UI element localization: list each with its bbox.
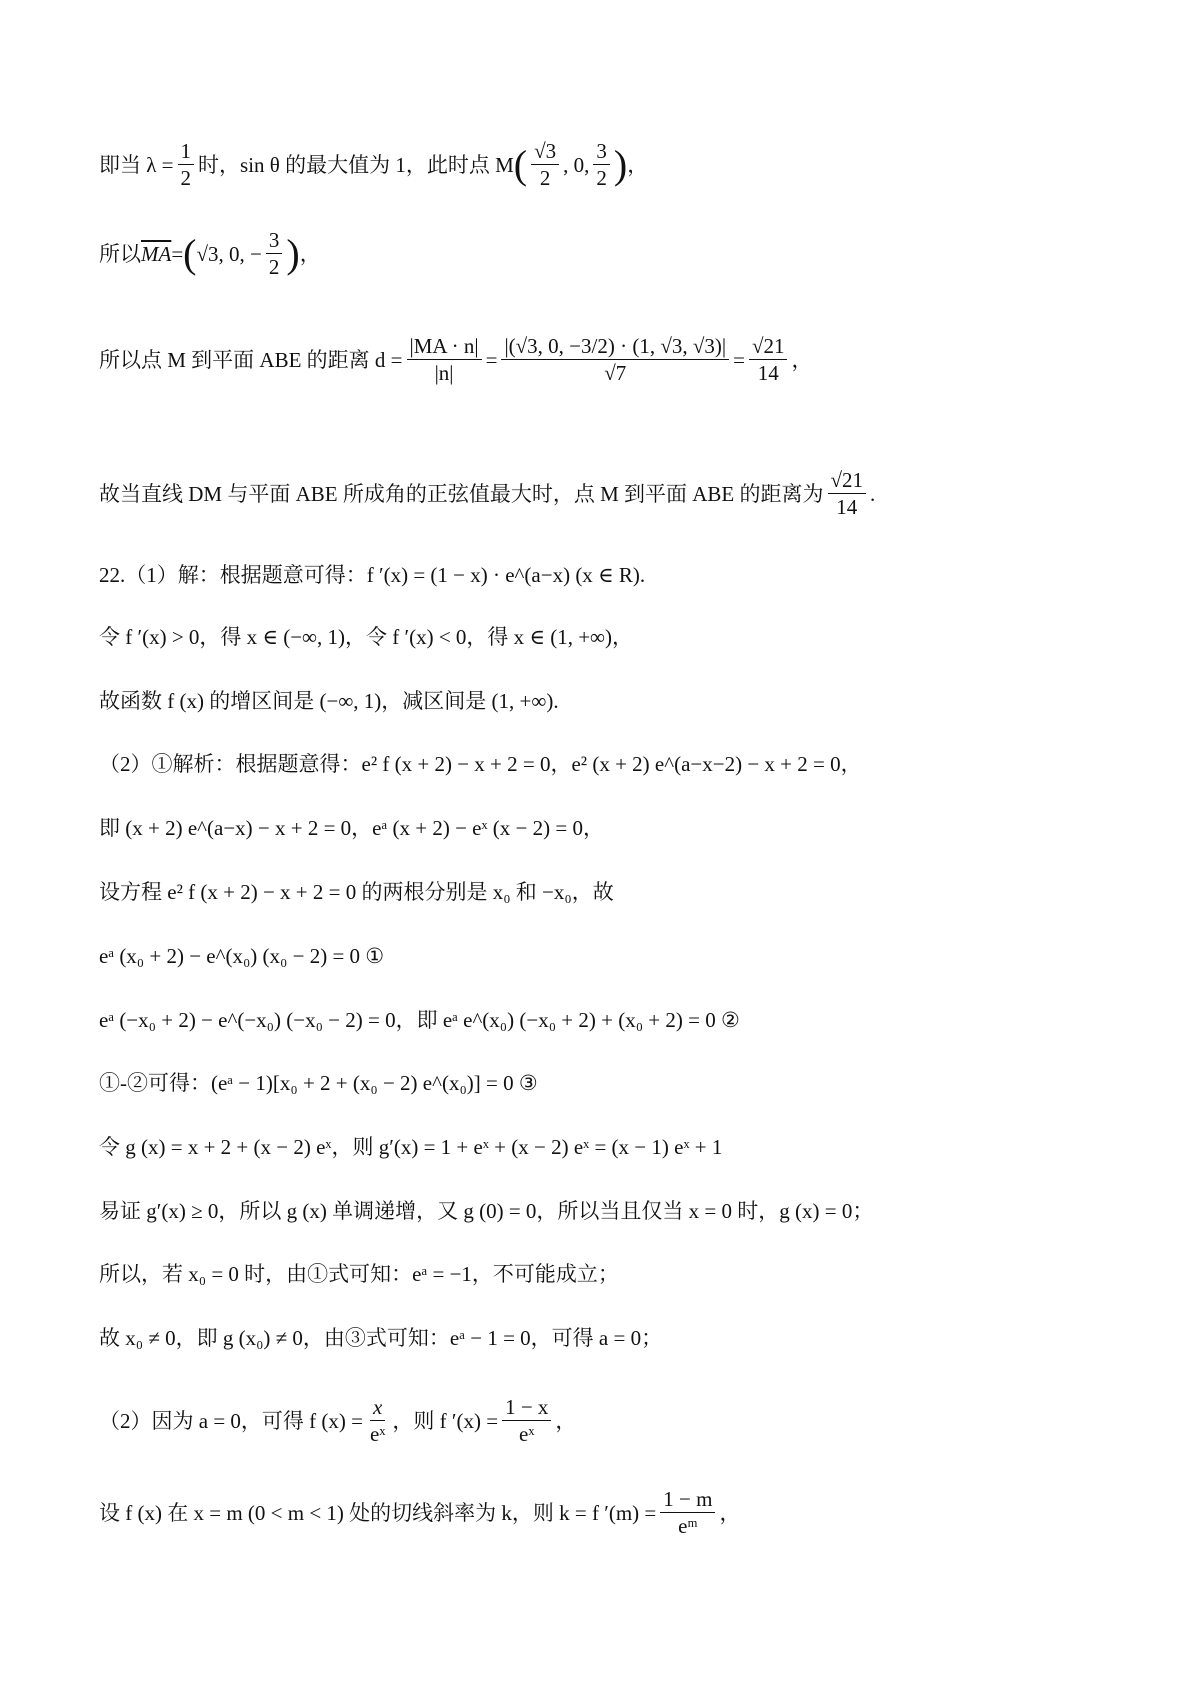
text: = xyxy=(733,347,745,372)
numerator: √21 xyxy=(749,333,788,360)
text: （2）因为 a = 0，可得 f (x) = xyxy=(99,1408,363,1433)
fraction xyxy=(502,1394,551,1447)
text: . xyxy=(870,481,876,506)
numerator: 1 − x xyxy=(502,1394,551,1421)
numerator: x xyxy=(370,1394,385,1421)
text: ， xyxy=(555,1408,577,1433)
denominator: 2 xyxy=(180,166,192,190)
line-5: 22.（1）解：根据题意可得：f ′(x) = (1 − x) · e^(a−x) (x ∈ R). xyxy=(99,563,646,587)
line-13: ①-②可得：(eᵃ − 1)[x₀ + 2 + (x₀ − 2) e^(x₀)] = 0 ③ xyxy=(99,1071,538,1095)
text: 故当直线 DM 与平面 ABE 所成角的正弦值最大时，点 M 到平面 ABE 的距离为 xyxy=(99,481,824,506)
fraction xyxy=(531,138,559,191)
fraction xyxy=(501,333,729,386)
text: = xyxy=(485,347,498,372)
numerator: 3 xyxy=(593,138,610,165)
line-10: 设方程 e² f (x + 2) − x + 2 = 0 的两根分别是 x₀ 和 −x₀，故 xyxy=(99,880,614,904)
numerator: 1 − m xyxy=(660,1486,715,1513)
line-6: 令 f ′(x) > 0，得 x ∈ (−∞, 1)，令 f ′(x) < 0，得 x ∈ (1, +∞)， xyxy=(99,625,634,649)
line-8: （2）①解析：根据题意得：e² f (x + 2) − x + 2 = 0，e² (x + 2) e^(a−x−2) − x + 2 = 0， xyxy=(99,752,862,776)
text: ， xyxy=(719,1500,741,1525)
text: 即当 λ = xyxy=(99,152,174,177)
denominator: eᵐ xyxy=(678,1514,698,1538)
numerator: 3 xyxy=(266,227,283,254)
line-15: 易证 g′(x) ≥ 0，所以 g (x) 单调递增，又 g (0) = 0，所以当且仅当 x = 0 时，g (x) = 0； xyxy=(99,1199,874,1223)
numerator: |MA · n| xyxy=(407,333,482,360)
text: 所以 xyxy=(99,241,141,266)
text: ，则 f ′(x) = xyxy=(392,1408,499,1433)
line-17: 故 x₀ ≠ 0，即 g (x₀) ≠ 0，由③式可知：eᵃ − 1 = 0，可得 a = 0； xyxy=(99,1326,663,1350)
denominator: 14 xyxy=(757,361,779,385)
fraction xyxy=(367,1394,388,1447)
line-18 xyxy=(99,1394,576,1447)
numerator: √21 xyxy=(828,467,867,494)
fraction xyxy=(828,467,867,520)
text: ， xyxy=(791,347,813,372)
paren-close: ) xyxy=(286,230,300,276)
paren-close: ) xyxy=(613,141,628,187)
paren-open: ( xyxy=(183,230,197,276)
fraction xyxy=(407,333,482,386)
text: 设 f (x) 在 x = m (0 < m < 1) 处的切线斜率为 k，则 k = f ′(m) = xyxy=(99,1500,657,1525)
paren-open: ( xyxy=(513,141,528,187)
text: , 0, xyxy=(563,152,590,177)
text: ， xyxy=(299,241,321,266)
line-7: 故函数 f (x) 的增区间是 (−∞, 1)，减区间是 (1, +∞). xyxy=(99,689,559,713)
text: √3, 0, − xyxy=(196,241,262,266)
text: 所以点 M 到平面 ABE 的距离 d = xyxy=(99,347,403,372)
fraction xyxy=(749,333,788,386)
denominator: 2 xyxy=(539,166,551,190)
line-3 xyxy=(99,333,812,386)
denominator: eˣ xyxy=(519,1422,535,1446)
denominator: eˣ xyxy=(370,1422,386,1446)
fraction xyxy=(178,138,195,191)
line-2 xyxy=(99,227,321,280)
line-11: eᵃ (x₀ + 2) − e^(x₀) (x₀ − 2) = 0 ① xyxy=(99,944,385,968)
line-12: eᵃ (−x₀ + 2) − e^(−x₀) (−x₀ − 2) = 0，即 eᵃ e^(x₀) (−x₀ + 2) + (x₀ + 2) = 0 ② xyxy=(99,1008,740,1032)
text: ， xyxy=(627,152,649,177)
denominator: |n| xyxy=(434,361,454,385)
line-1 xyxy=(99,138,648,191)
numerator: 1 xyxy=(178,138,195,165)
denominator: 2 xyxy=(268,255,280,279)
denominator: 2 xyxy=(596,166,607,190)
text: = xyxy=(171,241,184,266)
numerator: |(√3, 0, −3/2) · (1, √3, √3)| xyxy=(501,333,729,360)
vector-MA: $\overline{MA}$ xyxy=(141,241,172,266)
fraction xyxy=(593,138,610,191)
fraction xyxy=(266,227,283,280)
denominator: √7 xyxy=(604,361,627,385)
fraction xyxy=(660,1486,715,1539)
denominator: 14 xyxy=(836,495,858,519)
numerator: √3 xyxy=(531,138,559,165)
line-14: 令 g (x) = x + 2 + (x − 2) eˣ，则 g′(x) = 1 + eˣ + (x − 2) eˣ = (x − 1) eˣ + 1 xyxy=(99,1135,723,1159)
text: 时，sin θ 的最大值为 1，此时点 M xyxy=(198,152,514,177)
line-4 xyxy=(99,467,875,520)
line-19 xyxy=(99,1486,740,1539)
line-16: 所以，若 x₀ = 0 时，由①式可知：eᵃ = −1，不可能成立； xyxy=(99,1262,619,1286)
line-9: 即 (x + 2) e^(a−x) − x + 2 = 0，eᵃ (x + 2) − eˣ (x − 2) = 0， xyxy=(99,816,604,840)
